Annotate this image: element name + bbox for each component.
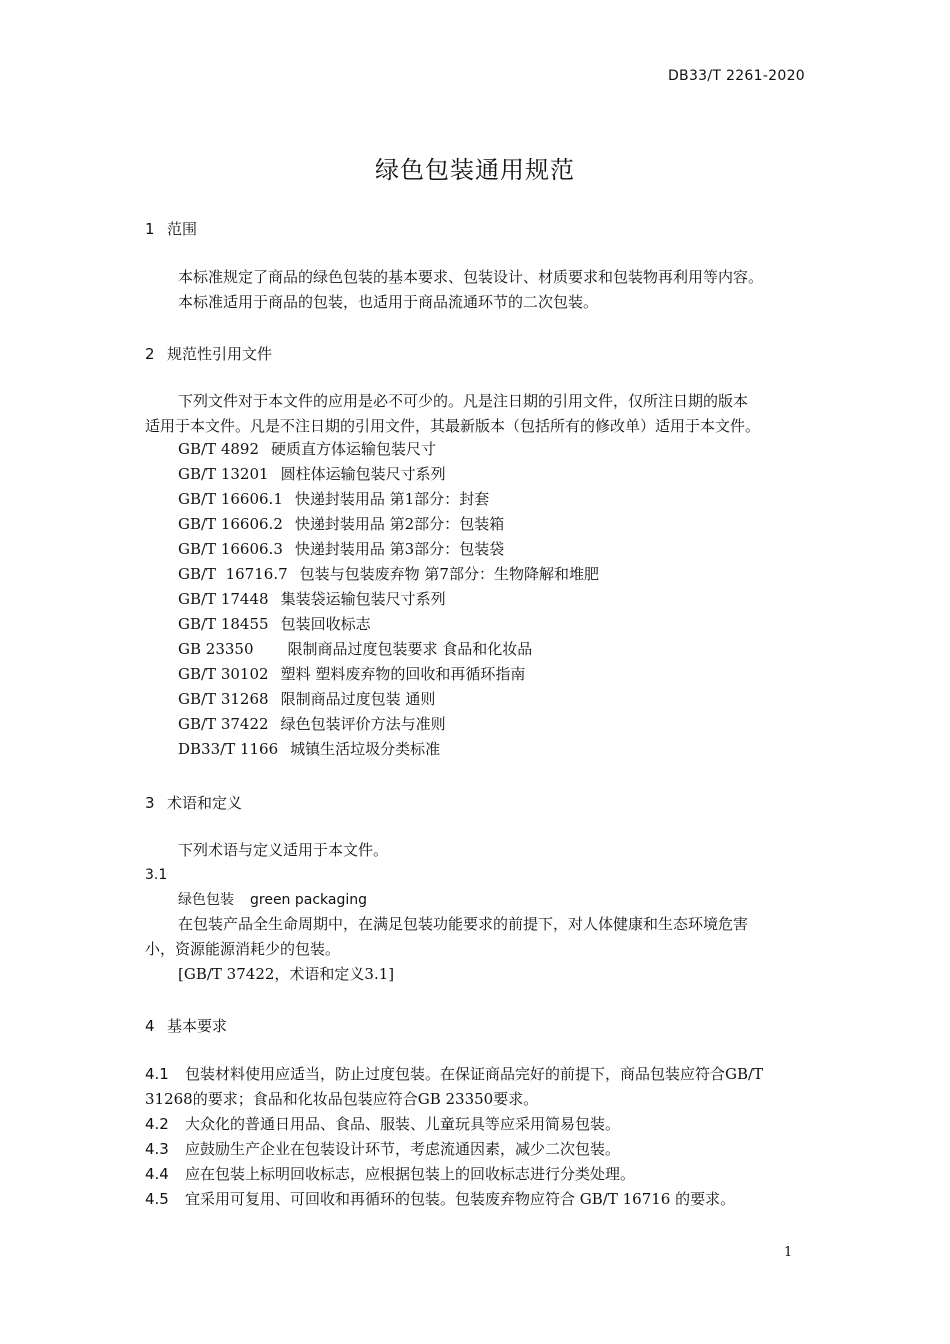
requirement-text: 大众化的普通日用品、食品、服装、儿童玩具等应采用简易包装。 [185, 1115, 621, 1133]
document-title: 绿色包装通用规范 [375, 156, 575, 184]
requirement-item [145, 1187, 735, 1212]
requirement-number: 4.5 [145, 1190, 169, 1208]
requirement-number: 4.1 [145, 1065, 169, 1083]
reference-code: GB/T 16606.1 [178, 490, 283, 508]
paragraph-line: 本标准规定了商品的绿色包装的基本要求、包装设计、材质要求和包装物再利用等内容。 [178, 268, 764, 286]
term-english: green packaging [250, 892, 368, 908]
reference-title: 集装袋运输包装尺寸系列 [280, 590, 446, 608]
paragraph-line: 适用于本文件。凡是不注日期的引用文件，其最新版本（包括所有的修改单）适用于本文件。 [145, 417, 761, 435]
reference-title: 快递封装用品 第2部分：包装箱 [294, 515, 505, 533]
page-number: 1 [784, 1245, 793, 1260]
paragraph-line: 本标准适用于商品的包装，也适用于商品流通环节的二次包装。 [178, 293, 599, 311]
paragraph-line: 小，资源能源消耗少的包装。 [145, 940, 341, 958]
paragraph-line: 下列术语与定义适用于本文件。 [178, 841, 389, 859]
section-number: 4 [145, 1017, 155, 1035]
section-1-heading [145, 218, 197, 239]
reference-code: GB 23350 [178, 640, 254, 658]
reference-item [178, 737, 599, 762]
reference-item [178, 512, 599, 537]
term-chinese: 绿色包装 [178, 892, 234, 908]
reference-title: 城镇生活垃圾分类标准 [290, 740, 441, 758]
section-number: 3 [145, 794, 155, 812]
requirement-item [145, 1137, 620, 1162]
reference-code: GB/T 18455 [178, 615, 269, 633]
section-4-heading [145, 1015, 227, 1036]
reference-item [178, 637, 599, 662]
section-title: 范围 [167, 220, 198, 238]
reference-title: 限制商品过度包装要求 食品和化妆品 [287, 640, 533, 658]
section-title: 基本要求 [167, 1017, 228, 1035]
requirement-number: 4.3 [145, 1140, 169, 1158]
reference-item [178, 562, 599, 587]
reference-code: GB/T 16606.3 [178, 540, 283, 558]
reference-code: GB/T 31268 [178, 690, 269, 708]
reference-item [178, 612, 599, 637]
requirement-item [145, 1062, 763, 1087]
section-number: 1 [145, 220, 155, 238]
reference-item [178, 537, 599, 562]
reference-code: GB/T 37422 [178, 715, 269, 733]
paragraph-line: 下列文件对于本文件的应用是必不可少的。凡是注日期的引用文件，仅所注日期的版本 [178, 392, 749, 410]
reference-list [178, 437, 599, 762]
section-title: 术语和定义 [167, 794, 243, 812]
reference-code: DB33/T 1166 [178, 740, 279, 758]
reference-title: 圆柱体运输包装尺寸系列 [280, 465, 446, 483]
term-number: 3.1 [145, 867, 168, 883]
term-entry [178, 888, 367, 913]
reference-title: 快递封装用品 第1部分：封套 [294, 490, 490, 508]
reference-item [178, 687, 599, 712]
section-title: 规范性引用文件 [167, 345, 273, 363]
requirement-number: 4.4 [145, 1165, 169, 1183]
paragraph-line: 在包装产品全生命周期中，在满足包装功能要求的前提下，对人体健康和生态环境危害 [178, 915, 749, 933]
requirement-item [145, 1112, 620, 1137]
section-3-heading [145, 792, 242, 813]
requirement-text: 宜采用可复用、可回收和再循环的包装。包装废弃物应符合 GB/T 16716 的要求。 [185, 1190, 736, 1208]
reference-item [178, 437, 599, 462]
reference-title: 限制商品过度包装 通则 [280, 690, 436, 708]
reference-item [178, 487, 599, 512]
requirement-item [145, 1162, 635, 1187]
reference-title: 包装回收标志 [280, 615, 371, 633]
reference-item [178, 712, 599, 737]
section-2-heading [145, 343, 272, 364]
reference-title: 硬质直方体运输包装尺寸 [271, 440, 437, 458]
document-code: DB33/T 2261-2020 [667, 68, 805, 84]
reference-code: GB/T 13201 [178, 465, 269, 483]
reference-item [178, 462, 599, 487]
requirement-number: 4.2 [145, 1115, 169, 1133]
requirement-text: 应在包装上标明回收标志，应根据包装上的回收标志进行分类处理。 [185, 1165, 636, 1183]
reference-code: GB/T 30102 [178, 665, 269, 683]
term-source: [GB/T 37422，术语和定义3.1] [178, 965, 395, 983]
reference-item [178, 662, 599, 687]
reference-title: 绿色包装评价方法与准则 [280, 715, 446, 733]
requirement-text: 应鼓励生产企业在包装设计环节，考虑流通因素，减少二次包装。 [185, 1140, 621, 1158]
reference-code: GB/T 4892 [178, 440, 260, 458]
section-number: 2 [145, 345, 155, 363]
reference-item [178, 587, 599, 612]
reference-code: GB/T 16606.2 [178, 515, 283, 533]
requirement-text: 包装材料使用应适当，防止过度包装。在保证商品完好的前提下，商品包装应符合GB/T [185, 1065, 764, 1083]
reference-title: 快递封装用品 第3部分：包装袋 [294, 540, 505, 558]
reference-code: GB/T 16716.7 [178, 565, 288, 583]
requirement-continuation: 31268的要求；食品和化妆品包装应符合GB 23350要求。 [145, 1090, 539, 1108]
reference-title: 塑料 塑料废弃物的回收和再循环指南 [280, 665, 526, 683]
reference-title: 包装与包装废弃物 第7部分：生物降解和堆肥 [299, 565, 599, 583]
reference-code: GB/T 17448 [178, 590, 269, 608]
